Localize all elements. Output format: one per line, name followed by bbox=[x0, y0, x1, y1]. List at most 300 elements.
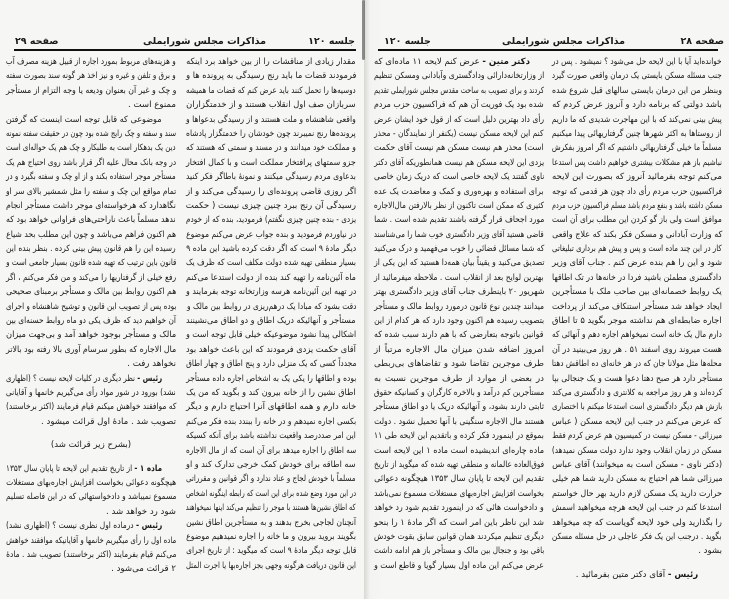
line-text: که وزارت آبادانی و مسکن فکر بکند که علاج واقعی bbox=[551, 229, 722, 240]
text-line bbox=[374, 400, 544, 414]
line-text: آقای دکتر متین بفرمائید . bbox=[575, 569, 668, 580]
blank-line bbox=[6, 453, 176, 462]
text-line bbox=[186, 69, 356, 83]
line-text: از تاریخ تقدیم این لایحه تا پایان سال ۱۳۵۳ bbox=[5, 463, 135, 474]
text-column-right bbox=[552, 55, 722, 582]
line-text: مجدداً کسی که یک منزلی دارد و پنج اطاق و چهار اطاق bbox=[185, 359, 356, 370]
text-line bbox=[374, 458, 544, 472]
line-text: مسلماً با خودش لجاج و عناد ندارد و اگر قوانین و مقرراتی bbox=[186, 474, 356, 485]
line-content bbox=[552, 328, 722, 342]
line-text: دین یک بدهکار است به طلبکار و چک هم یک حواله‌ای است bbox=[6, 143, 176, 154]
line-text: در این مورد وضع شده برای این است که رابطه اینگونه اشخاص bbox=[185, 488, 356, 499]
page-number: صفحه ۲۸ bbox=[680, 36, 724, 47]
line-text: یزدی - بنده چنین چیزی نگفتم) فرمودید، بنده که از خودم bbox=[185, 215, 356, 226]
line-text: یزدی این لایحه مسکن هم نیست همانطوریکه آقای دکتر bbox=[373, 157, 544, 168]
speaker-line bbox=[374, 55, 544, 69]
line-content bbox=[374, 400, 544, 414]
line-text: شده بود یک فوریت آن هم که فراکسیون حزب مردم bbox=[374, 100, 544, 111]
line-content bbox=[186, 141, 356, 155]
text-line bbox=[552, 458, 722, 472]
line-content bbox=[186, 516, 356, 530]
text-line bbox=[374, 372, 544, 386]
line-text: دقت بشود که مبادا یک درهم‌ریزی در روابط بین مالک و bbox=[186, 301, 356, 312]
line-content bbox=[6, 372, 162, 386]
line-text: بسیار منطقی تهیه شده دولت مکلف است که ظرف یک bbox=[186, 258, 356, 269]
line-text: قابل توجه دیگر مادهٔ ۹ است که میگوید : از تاریخ اجرای bbox=[185, 546, 356, 557]
text-line bbox=[6, 300, 176, 314]
text-line bbox=[374, 444, 544, 458]
line-content bbox=[552, 501, 722, 515]
blank-line bbox=[6, 429, 176, 438]
line-content bbox=[374, 544, 544, 558]
line-content bbox=[374, 127, 544, 141]
line-content bbox=[186, 544, 356, 558]
text-line bbox=[186, 141, 356, 155]
line-content bbox=[374, 285, 544, 299]
line-content bbox=[186, 213, 356, 227]
text-line bbox=[6, 256, 176, 270]
text-line bbox=[374, 501, 544, 515]
line-content bbox=[186, 501, 356, 515]
line-content bbox=[552, 127, 722, 141]
line-content bbox=[6, 300, 176, 314]
line-text: نباشیم باز هم مشکلات بیشتری خواهیم داشت پس استدعا bbox=[552, 157, 722, 168]
line-content bbox=[6, 213, 176, 227]
line-content bbox=[374, 516, 544, 530]
line-content bbox=[374, 213, 544, 227]
text-line bbox=[552, 55, 722, 69]
text-line bbox=[374, 530, 544, 544]
line-text: رسیدگی آن رنج ببرد چنین چیزی نیست ( حکمت bbox=[185, 200, 356, 211]
text-line bbox=[6, 185, 176, 199]
text-line bbox=[552, 472, 722, 486]
line-content bbox=[374, 256, 544, 270]
line-text: فرمودند قضات ما باید رنج رسیدگی به پرونده ها و bbox=[185, 71, 356, 82]
line-content bbox=[186, 400, 356, 414]
text-line bbox=[374, 113, 544, 127]
text-line bbox=[6, 55, 176, 69]
line-text: میرزائی شما هم احتیاج به مسکن دارید شما هم خیلی bbox=[551, 474, 722, 485]
text-line bbox=[552, 141, 722, 155]
text-line bbox=[374, 472, 544, 486]
page-number: صفحه ۲۹ bbox=[15, 36, 59, 47]
text-line bbox=[374, 141, 544, 155]
line-text: و چک و غیر آن بعنوان ودیعه یا وجه التزام از مستأجر bbox=[5, 85, 176, 96]
text-line bbox=[552, 199, 722, 213]
line-text: دادگستری مطمئن باشید فردا در خانه‌ها در تک اطاقها bbox=[552, 272, 722, 283]
line-text: حرارت دارید یک مسکن لازم دارید بهر حال خواستم bbox=[551, 488, 722, 499]
line-text: بگویند بروید بیرون و ما خانه را اجاره نمیدهیم موضوع bbox=[186, 531, 356, 542]
line-content bbox=[374, 55, 530, 69]
line-text: اشکالی پیدا نشود موضوعیکه خیلی قابل توجه است و bbox=[185, 330, 356, 341]
text-line bbox=[6, 490, 176, 504]
text-line bbox=[374, 429, 544, 443]
text-line bbox=[552, 213, 722, 227]
line-text: بموقع در اینمورد فکر کرده و باتقدیم این لایحه طی ۱۱ bbox=[374, 431, 544, 442]
line-content bbox=[187, 300, 356, 314]
line-text: برای استفاده و بهره‌وری و کمک و معاضدت یک عده bbox=[374, 186, 544, 197]
line-text: موافق است ولی باز گو کردن این مطلب برای آن است bbox=[552, 215, 722, 226]
text-line bbox=[186, 242, 356, 256]
text-line bbox=[552, 242, 722, 256]
line-content bbox=[374, 472, 544, 486]
text-line bbox=[374, 343, 544, 357]
line-content bbox=[552, 185, 722, 199]
line-text: نخواهد رفت . bbox=[127, 359, 176, 370]
line-content bbox=[186, 55, 356, 69]
text-line bbox=[552, 415, 722, 429]
line-text: تمام مواقع این چک و سفته را مثل شمشیر بالای سر او bbox=[5, 186, 176, 197]
line-content bbox=[552, 113, 722, 127]
text-line bbox=[552, 84, 722, 98]
line-text: سند و سفته و چک رایج شده بود چون در حقیقت سفته نمونه bbox=[5, 128, 176, 139]
line-text: در نیاوردم فرمودید و بنده جواب عرض می‌کنم موضوع bbox=[185, 229, 356, 240]
text-line bbox=[374, 487, 544, 501]
line-content bbox=[374, 69, 544, 83]
line-content bbox=[186, 113, 356, 127]
line-text: اطاق نشین را از خانه بیرون کند و بگوید که من یک bbox=[186, 387, 356, 398]
line-content bbox=[374, 357, 544, 371]
line-text: قاضی هستید آقای وزیر دادگستری خوب شما را می‌شناسند bbox=[374, 229, 544, 240]
line-text: آقای حکمت یزدی فرمودند که این باعث خواهد بود bbox=[186, 344, 356, 355]
line-text: شود و این را هم بنده عرض کنم . جناب آقای وزیر bbox=[552, 258, 722, 269]
text-line bbox=[552, 98, 722, 112]
line-content bbox=[106, 505, 176, 519]
line-content bbox=[186, 127, 356, 141]
line-text: بکسی اجاره نمیدهم و در خانه را ببندد بنده فکر می‌کنم bbox=[185, 416, 356, 427]
text-line bbox=[186, 530, 356, 544]
line-content bbox=[552, 141, 722, 155]
line-text: تصویب شد . مادهٔ اول قرائت میشود . bbox=[41, 416, 176, 427]
text-line bbox=[374, 156, 544, 170]
text-line bbox=[6, 285, 176, 299]
text-line bbox=[374, 559, 544, 573]
line-content bbox=[186, 69, 356, 83]
line-content bbox=[6, 343, 176, 357]
line-text: بدعاوی مردم رسیدگی میکنند و نمونهٔ باطاگر فکر کنید bbox=[186, 172, 356, 183]
line-text: شهریور ۲۰ باینطرف جناب آقای وزیر دادگستری بهتر bbox=[373, 287, 544, 298]
line-content bbox=[552, 98, 722, 112]
line-content bbox=[552, 199, 722, 213]
line-text: خوانده‌اید آیا با این لایحه حل می‌شود ؟ نمیشود . پس در bbox=[552, 57, 722, 67]
line-content bbox=[374, 343, 544, 357]
line-text: نشد) بورود در شور مواد رأی می‌گیریم خانمها و آقایانی bbox=[6, 387, 176, 398]
line-content bbox=[374, 199, 544, 213]
text-line bbox=[186, 156, 356, 170]
line-content bbox=[552, 530, 722, 544]
line-content bbox=[6, 141, 176, 155]
line-content bbox=[553, 271, 722, 285]
text-line bbox=[552, 343, 722, 357]
line-content bbox=[6, 271, 176, 285]
text-line bbox=[6, 386, 176, 400]
line-content bbox=[374, 242, 544, 256]
text-line bbox=[552, 487, 722, 501]
line-content bbox=[186, 314, 356, 328]
text-line bbox=[6, 84, 176, 98]
line-text: بشود . bbox=[698, 546, 722, 557]
text-line bbox=[552, 300, 722, 314]
text-line bbox=[374, 328, 544, 342]
text-line bbox=[186, 444, 356, 458]
line-text: پرونده‌ها رنج نمیبرند چون خودشان را خدمتگزار پادشاه bbox=[186, 128, 356, 139]
text-line bbox=[552, 429, 722, 443]
line-content bbox=[552, 487, 722, 501]
line-content bbox=[576, 568, 698, 582]
line-content bbox=[6, 519, 162, 533]
text-line bbox=[186, 55, 356, 69]
line-content bbox=[111, 562, 176, 576]
line-text: ناوی گفتند یک لایحه خاصی است که دریک زمان خاصی bbox=[373, 172, 544, 183]
line-text: استدعا کنم در جنب این لایحه هرچه میخواهید اسمش bbox=[552, 503, 722, 514]
line-text: مسلماً ما خیلی گرفتاریهائی داشتیم که اگر امروز بفکرش bbox=[552, 143, 722, 154]
line-content bbox=[552, 69, 722, 83]
line-content bbox=[552, 357, 722, 371]
line-content bbox=[552, 314, 722, 328]
text-line bbox=[186, 328, 356, 342]
page-header bbox=[15, 36, 355, 50]
line-content bbox=[6, 314, 176, 328]
text-column-left bbox=[374, 55, 544, 573]
line-content bbox=[186, 444, 356, 458]
line-text: بگوید . درجنب این یک فکر عاجلی در حل مسئله مسکن bbox=[552, 531, 722, 542]
text-line bbox=[186, 314, 356, 328]
text-line bbox=[374, 516, 544, 530]
line-content bbox=[552, 156, 722, 170]
line-text: ثابتی دارند بشود، و آنهائیکه دریک یا دو اطاق مستأجر bbox=[373, 402, 544, 413]
line-content bbox=[552, 516, 722, 530]
text-line bbox=[552, 444, 722, 458]
line-text: در وجه بانک محال علیه اگر قرار باشد روی احتیاج هم یک bbox=[5, 157, 176, 168]
line-content bbox=[186, 98, 356, 112]
text-line bbox=[186, 228, 356, 242]
line-text: می‌کنم توجه بفرمائید آنروز که بصورت این لایحه bbox=[551, 172, 722, 183]
text-line bbox=[186, 429, 356, 443]
text-line bbox=[552, 501, 722, 515]
line-text: ماده چاره‌ای اندیشیده است ماده ۱ این لایحه است bbox=[373, 445, 544, 456]
line-content bbox=[6, 256, 176, 270]
text-line bbox=[374, 357, 544, 371]
line-content bbox=[6, 185, 176, 199]
text-line bbox=[552, 400, 722, 414]
line-text: که موافقند خواهش میکنم قیام فرمایند (اکثر برخاستند) bbox=[5, 402, 176, 413]
line-text: طرف موجرین تقاضا شود و تقاضاهای بی‌ربطی bbox=[374, 359, 544, 370]
text-line bbox=[186, 372, 356, 386]
line-content bbox=[6, 476, 176, 490]
line-content bbox=[6, 228, 176, 242]
line-text: مسکن در زمان انقلاب وجود ندارد دولت مسکن نمیدهد) bbox=[552, 445, 722, 456]
line-text: درماده اول نظری نیست ؟ (اظهاری نشد) bbox=[5, 521, 136, 532]
text-line bbox=[374, 256, 544, 270]
line-text: شد این ناظر باین امر است که اگر مادهٔ ۱ را بنحو bbox=[374, 517, 544, 528]
line-content bbox=[552, 429, 722, 443]
text-line bbox=[186, 400, 356, 414]
line-text: خانه دارم و همه اطاقهای آنرا احتیاج دارم و دیگر bbox=[185, 402, 356, 413]
line-content bbox=[374, 530, 544, 544]
text-line bbox=[374, 415, 544, 429]
line-content bbox=[552, 372, 722, 386]
line-content bbox=[186, 328, 356, 342]
text-line bbox=[6, 113, 176, 127]
line-content bbox=[6, 400, 176, 414]
line-content bbox=[374, 487, 544, 501]
text-line bbox=[374, 300, 544, 314]
text-line bbox=[374, 271, 544, 285]
text-line bbox=[186, 98, 356, 112]
line-content bbox=[186, 185, 356, 199]
line-text: (بشرح زیر قرائت شد) bbox=[50, 440, 132, 451]
text-line bbox=[374, 242, 544, 256]
speaker-name: رئیس - bbox=[667, 569, 699, 580]
text-line bbox=[6, 199, 176, 213]
text-line bbox=[6, 127, 176, 141]
text-line bbox=[186, 343, 356, 357]
line-text: ماده اول را رأی میگیریم خانمها و آقایانیکه موافقند خواهش bbox=[5, 535, 176, 546]
text-line bbox=[186, 127, 356, 141]
line-text: و مملکت خود میدانند و در مسند و سمتی که هستند که bbox=[186, 143, 356, 154]
line-content bbox=[6, 285, 176, 299]
text-line bbox=[552, 328, 722, 342]
line-text: یک روابط خصمانه‌ای بین صاحب ملک با مستأجرین bbox=[552, 287, 722, 298]
line-text: سربازان صف اول انقلاب هستند و از خدمتگزاران bbox=[186, 100, 356, 111]
text-line bbox=[374, 228, 544, 242]
line-text: مستأجر دارد هر صبح دهتا دعوا هست و یک جنجالی بپا bbox=[551, 373, 722, 384]
speaker-name: دکتر متین - bbox=[482, 57, 530, 67]
line-content bbox=[374, 328, 544, 342]
line-content bbox=[6, 534, 176, 548]
line-text: هم اکنون فراهم می‌باشد و چون این مطلب بحد شیاع bbox=[5, 229, 176, 240]
line-text: بازش هم دیگر دادگستری است استدعا میکنم با اختصاری bbox=[551, 402, 722, 413]
line-content bbox=[6, 170, 176, 184]
text-line bbox=[552, 185, 722, 199]
line-text: امروز اضافه شدن میزان مال الاجاره مرتباً از bbox=[374, 344, 544, 355]
text-line bbox=[374, 170, 544, 184]
text-line bbox=[186, 113, 356, 127]
line-text: و برق و تلفن و غیره و نیز اخذ هر گونه سند بصورت سفته bbox=[6, 71, 176, 82]
line-text: مستأجر موجر استفاده بکند و از او چک و سفته بگیرد و در bbox=[6, 172, 176, 183]
text-line bbox=[186, 415, 356, 429]
session-number: جلسه ۱۲۰ bbox=[384, 36, 431, 47]
text-line bbox=[186, 199, 356, 213]
line-text: کردند و برای تصویب به ساحت مقدس مجلس شورایملی تقدیم bbox=[374, 85, 544, 96]
text-line bbox=[186, 271, 356, 285]
line-text: باقی بود و جنجال بین مالک و مستأجر باز هم ادامه داشت bbox=[373, 546, 544, 557]
text-line bbox=[552, 127, 722, 141]
text-line bbox=[6, 141, 176, 155]
line-text: (دکتر ناوی - مسکن است به میخوانند) آقای عباس bbox=[551, 459, 722, 470]
text-line bbox=[186, 213, 356, 227]
line-content bbox=[6, 386, 176, 400]
line-text: که شما مسائل قضائی را خوب می‌فهمید و درک می‌کنید bbox=[373, 244, 544, 255]
text-line bbox=[6, 170, 176, 184]
line-text: است) محذر هم نیست مسکن هم نیست آقای حکمت bbox=[374, 143, 544, 154]
line-content bbox=[186, 415, 356, 429]
text-line bbox=[374, 199, 544, 213]
line-text: بخواست افزایش اجاره‌بهای مستغلات مسموع نمی‌باشد bbox=[374, 488, 544, 499]
line-text: دیگری تنظیم میکردند همان قوانین سابق بقوت خودش bbox=[374, 531, 544, 542]
line-text: سه اطاقه برای خودش کمک خرجی تدارک کند و او bbox=[186, 459, 356, 470]
line-content bbox=[552, 300, 722, 314]
text-line bbox=[186, 559, 356, 573]
line-text: هستند مال الاجاره سنگینی با آنها تحمیل نشود . دولت bbox=[373, 416, 544, 427]
line-text: از روستاها به اکثر شهرها چنین گرفتاریهائی پیدا میکنیم bbox=[552, 128, 722, 139]
text-column-right bbox=[186, 55, 356, 573]
line-text: نگاهدارد که هرخواسته‌ای موجر داشت مستأجر انجام bbox=[6, 200, 176, 211]
line-text: بوده و اطاقها را یکی یک به اشخاص اجاره داده مستأجر bbox=[185, 373, 356, 384]
line-text: کثیری که ممکن است تاکنون از نظر بالارفتن مال‌الاجاره bbox=[373, 200, 544, 211]
text-line bbox=[374, 285, 544, 299]
line-content bbox=[552, 242, 722, 256]
line-content bbox=[552, 415, 722, 429]
line-content bbox=[6, 490, 176, 504]
line-text: موضوعی که قابل توجه است اینست که گرفتن bbox=[6, 114, 162, 125]
line-content bbox=[6, 156, 176, 170]
line-content bbox=[552, 444, 722, 458]
line-text: مورد اجحاف قرار گرفته باشند تقدیم شده است . شما bbox=[373, 215, 544, 226]
text-line bbox=[552, 544, 722, 558]
text-line bbox=[552, 113, 722, 127]
line-content bbox=[552, 400, 722, 414]
line-text: جنب مسئله مسکن بایستی یک درمان واقعی صورت گیرد bbox=[552, 71, 722, 82]
line-content bbox=[186, 530, 356, 544]
line-text: وبنظر من این درمان بایستی سالهای قبل شروع شده bbox=[552, 85, 722, 96]
line-content bbox=[552, 343, 722, 357]
line-text: ماه آئین‌نامه را تهیه کند بنده از دولت استدعا می‌کنم bbox=[186, 272, 356, 283]
text-line bbox=[6, 98, 176, 112]
line-content bbox=[186, 242, 356, 256]
session-number: جلسه ۱۲۰ bbox=[308, 36, 355, 47]
speaker-name: رئیس - bbox=[135, 521, 162, 532]
line-content bbox=[698, 544, 722, 558]
line-text: نظر دیگری در کلیات لایحه نیست ؟ (اظهاری bbox=[5, 373, 138, 384]
line-text: مالک و مستأجر بوجود خواهد آمد و بی‌جهت میزان bbox=[5, 330, 176, 341]
line-text: قانون باین ترتیب که تهیه شده قانون بسیار جامعی است و bbox=[5, 258, 176, 269]
blank-line bbox=[552, 559, 722, 568]
line-content bbox=[374, 228, 544, 242]
line-content bbox=[552, 228, 722, 242]
line-content bbox=[374, 271, 544, 285]
line-text: می‌کنم قیام بفرمایند (اکثر برخاستند) تصویب شد . مادهٔ bbox=[5, 549, 176, 560]
line-content bbox=[374, 444, 544, 458]
text-line bbox=[6, 242, 176, 256]
text-column-left bbox=[6, 55, 176, 577]
speaker-name: رئیس - bbox=[137, 373, 162, 384]
line-content bbox=[374, 458, 544, 472]
line-content bbox=[6, 69, 176, 83]
line-content bbox=[186, 472, 356, 486]
text-line bbox=[6, 357, 176, 371]
text-line bbox=[6, 328, 176, 342]
line-content bbox=[186, 429, 356, 443]
line-text: و دادخواست هائی که در اینمورد تقدیم شود رد خواهد bbox=[374, 503, 544, 514]
text-line bbox=[374, 386, 544, 400]
line-text: محله‌ها مثل مولانا جان که در هر خانه‌ای ده اطاقش دهتا bbox=[552, 359, 722, 370]
line-content bbox=[6, 55, 176, 69]
line-text: تقدیم این لایحه تا پایان سال ۱۳۵۳ هیچگونه دعوائی bbox=[374, 474, 544, 485]
line-content bbox=[186, 170, 356, 184]
text-line bbox=[186, 472, 356, 486]
line-text: ایجاد خواهد شد مستأجر استنکاف می‌کند از پرداخت bbox=[552, 301, 722, 312]
line-text: پیش بینی نمی‌کند که با این مهاجرت شدیدی که ما داریم bbox=[552, 114, 722, 125]
line-text: بهترین لوایح بعد از انقلاب است . ملاحظه میفرمائید از bbox=[374, 272, 544, 283]
line-content bbox=[186, 357, 356, 371]
text-line bbox=[552, 256, 722, 270]
book-spine bbox=[362, 0, 365, 60]
text-line bbox=[186, 487, 356, 501]
line-text: عرض می‌کنم این ماده اول بسیار گویا و قاطع است و bbox=[374, 560, 544, 571]
text-line bbox=[6, 534, 176, 548]
line-text: مستأجر و آنهائیکه دریک اطاق و دو اطاق می‌نشینند bbox=[186, 316, 356, 327]
